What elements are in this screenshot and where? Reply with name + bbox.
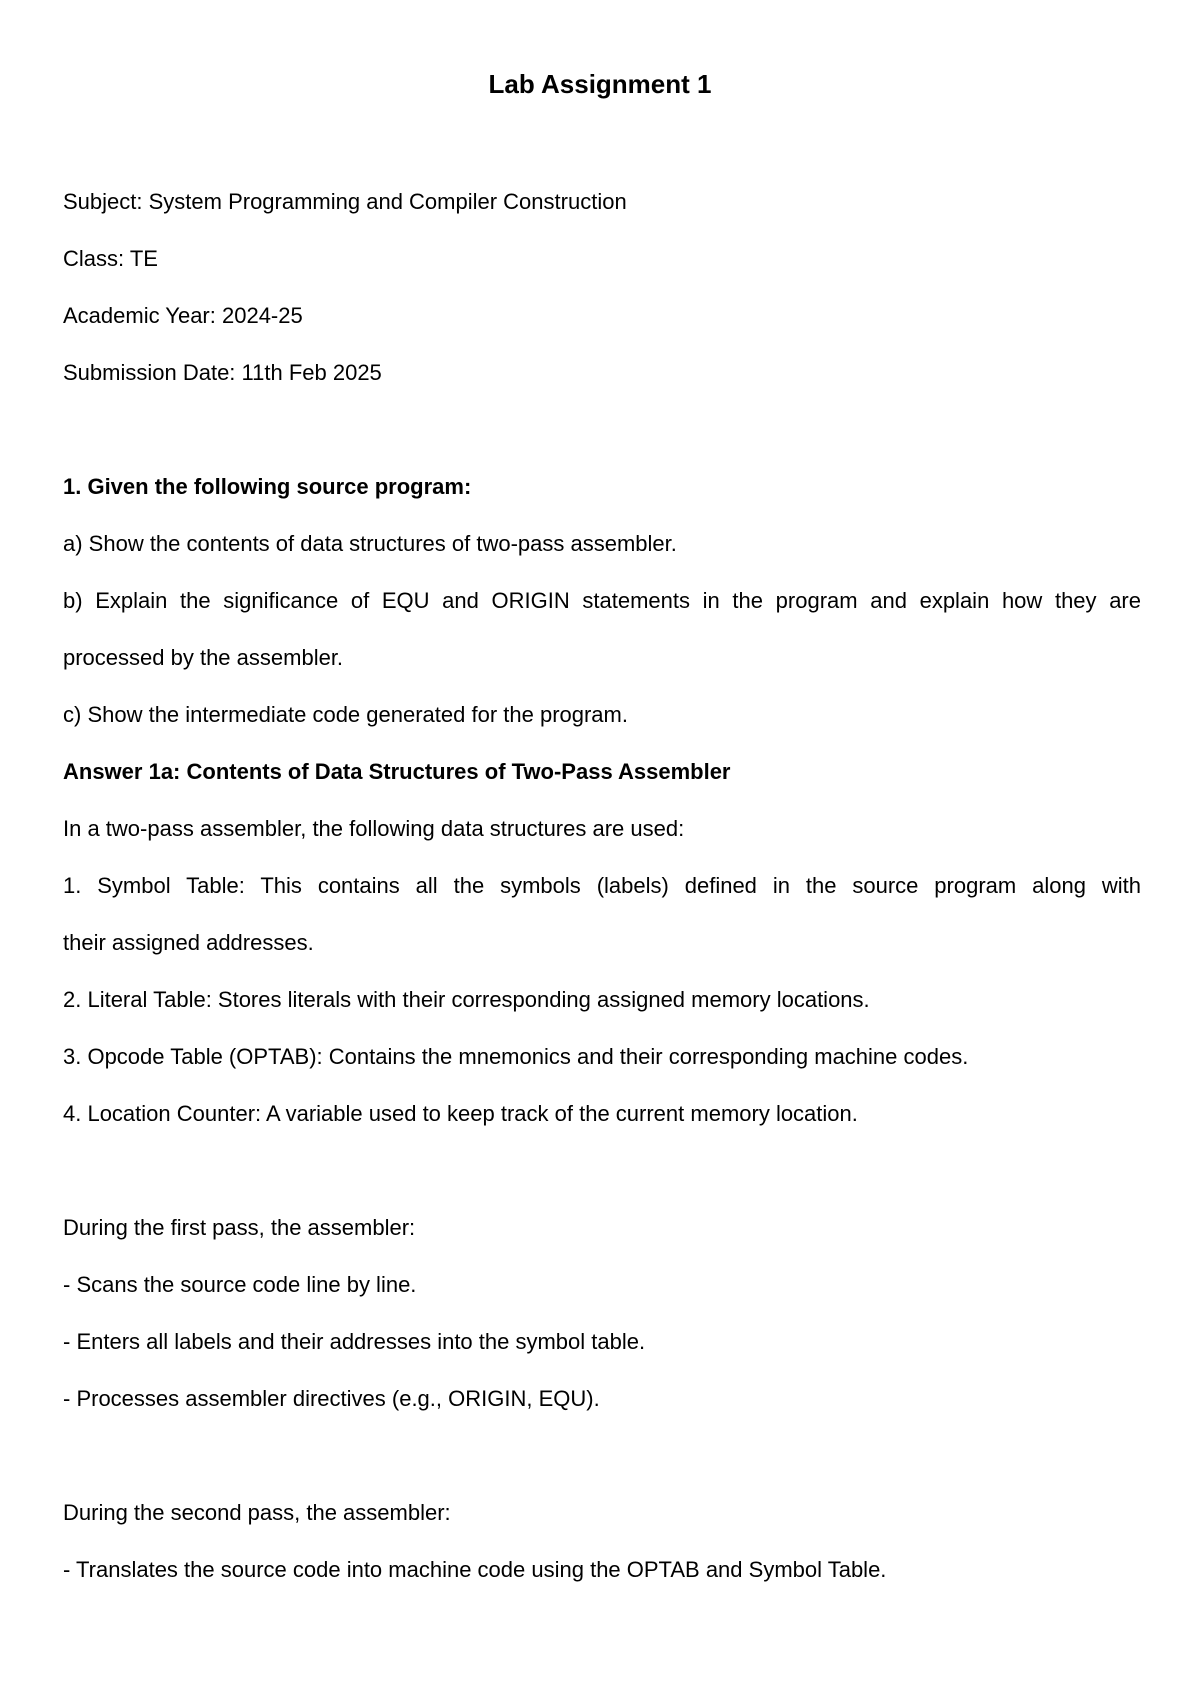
answer-item-2: 2. Literal Table: Stores literals with their corresponding assigned memory locations.: [63, 987, 870, 1012]
answer-item-3: 3. Opcode Table (OPTAB): Contains the mnemonics and their corresponding machine codes.: [63, 1044, 969, 1069]
first-pass-step: - Enters all labels and their addresses into the symbol table.: [63, 1329, 646, 1354]
question-part-a: a) Show the contents of data structures of two-pass assembler.: [63, 531, 677, 556]
subject-line: Subject: System Programming and Compiler Construction: [63, 189, 627, 214]
question-part-b-line2: processed by the assembler.: [63, 645, 344, 670]
question-heading: 1. Given the following source program:: [63, 474, 472, 499]
answer-intro: In a two-pass assembler, the following data structures are used:: [63, 816, 685, 841]
first-pass-step: - Processes assembler directives (e.g., ORIGIN, EQU).: [63, 1386, 600, 1411]
submission-date-line: Submission Date: 11th Feb 2025: [63, 360, 382, 385]
answer-heading: Answer 1a: Contents of Data Structures of Two-Pass Assembler: [63, 759, 731, 784]
answer-item-4: 4. Location Counter: A variable used to keep track of the current memory location.: [63, 1101, 858, 1126]
answer-item-1-line2: their assigned addresses.: [63, 930, 314, 955]
second-pass-intro: During the second pass, the assembler:: [63, 1500, 451, 1525]
first-pass-intro: During the first pass, the assembler:: [63, 1215, 416, 1240]
question-part-b-line1: b) Explain the significance of EQU and ORIGIN statements in the program and explain how they are: [63, 588, 1141, 613]
page-title: Lab Assignment 1: [488, 69, 712, 99]
class-line: Class: TE: [63, 246, 158, 271]
answer-item-1-line1: 1. Symbol Table: This contains all the symbols (labels) defined in the source program along with: [63, 873, 1141, 898]
question-part-c: c) Show the intermediate code generated for the program.: [63, 702, 628, 727]
academic-year-line: Academic Year: 2024-25: [63, 303, 303, 328]
second-pass-step: - Translates the source code into machine code using the OPTAB and Symbol Table.: [63, 1557, 887, 1582]
first-pass-step: - Scans the source code line by line.: [63, 1272, 417, 1297]
